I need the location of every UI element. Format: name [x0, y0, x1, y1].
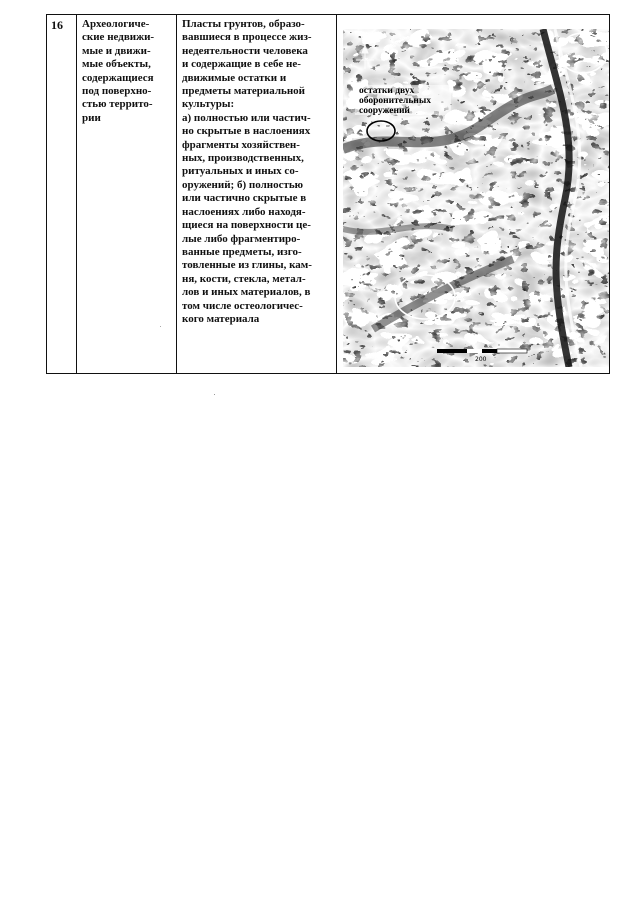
aerial-photo — [343, 29, 609, 367]
photo-cell — [337, 15, 609, 373]
aerial-photo-image — [343, 29, 609, 367]
scale-label: 200 — [475, 356, 487, 363]
speck — [214, 394, 215, 395]
row-number: 16 — [51, 18, 63, 32]
table-row — [46, 14, 610, 374]
object-description: Пласты грунтов, образо- вавшиеся в процессе жиз- недеятельности человека и содержащие в себе не- движимые остатки и предметы материальной культуры: а) полностью или частич- но скрытые в наслоениях фрагменты хозяйствен- ных, производственных, ритуальных и иных со- оружений; б) полностью или частично скрытые в наслоениях либо находя- щиеся на поверхности це- лые либо фрагментиро- ванные предметы, изго- товленные из глины, кам- ня, кости, стекла, метал- лов и иных материалов, в том числе остеологичес- кого материала — [182, 18, 312, 325]
name-cell — [77, 15, 177, 373]
speck — [160, 326, 161, 327]
description-cell — [177, 15, 337, 373]
photo-annotation: остатки двух оборонительных сооружений — [359, 86, 431, 116]
object-name: Археологиче- ские недвижи- мые и движи- мые объекты, содержащиеся под поверхно- стью террито- рии — [82, 18, 155, 124]
number-cell — [47, 15, 77, 373]
